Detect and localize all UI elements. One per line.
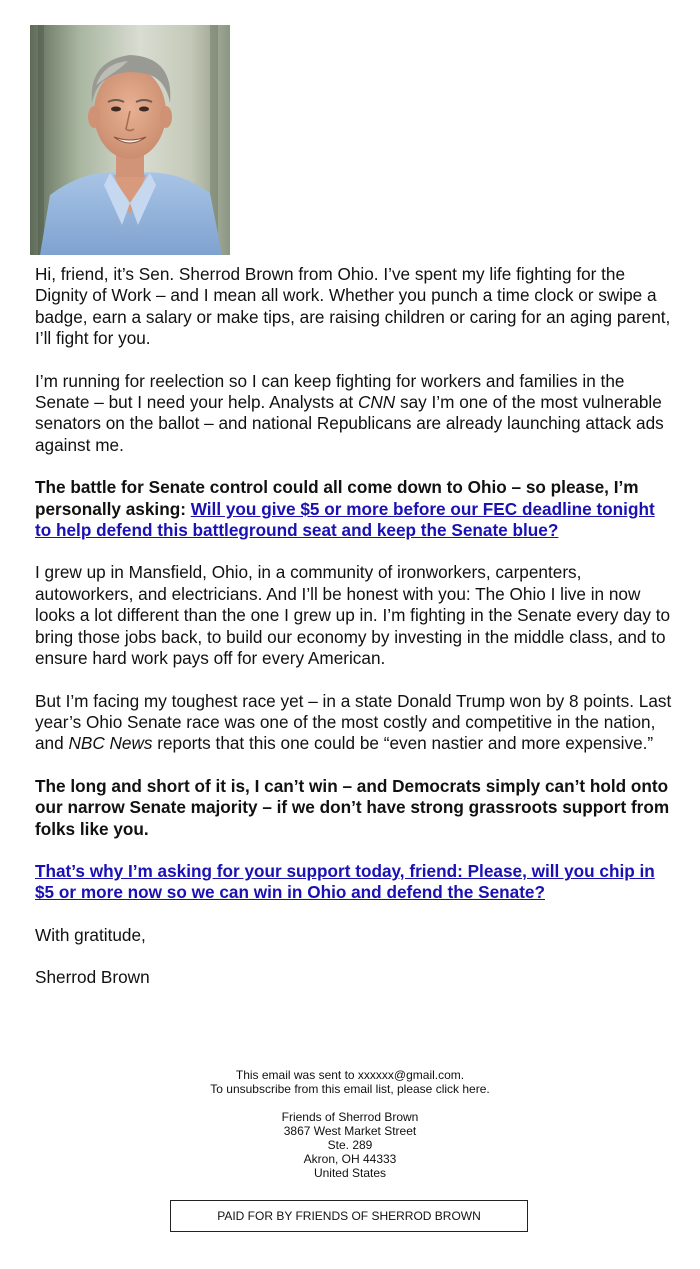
sent-to-text: This email was sent to xxxxxx@gmail.com.: [235, 1068, 465, 1082]
race-text-b: reports that this one could be “even nastier and more expensive.”: [152, 733, 654, 754]
final-ask-paragraph: [35, 861, 675, 904]
mailing-address: [0, 1110, 700, 1180]
donate-link-chip-in[interactable]: That’s why I’m asking for your support today, friend: Please, will you chip in $5 or more now so we can win in Ohio and defend the Senate?: [35, 860, 655, 903]
donate-link-fec-deadline[interactable]: Will you give $5 or more before our FEC deadline tonight to help defend this battleground seat and keep the Senate blue?: [35, 498, 655, 541]
ask-bold-text: The battle for Senate control could all come down to Ohio – so please, I’m personally asking:: [35, 477, 639, 519]
ask-paragraph: [35, 477, 675, 541]
closing-salutation: With gratitude,: [35, 924, 146, 945]
email-footer: [0, 1068, 700, 1194]
address-line: 3867 West Market Street: [283, 1124, 417, 1138]
reelection-text-b: say I’m one of the most vulnerable senators on the ballot – and national Republicans are already launching attack ads against me.: [35, 392, 664, 455]
reelection-text-a: I’m running for reelection so I can keep fighting for workers and families in the Senate – but I need your help. Analysts at: [35, 370, 625, 413]
nbc-mention: NBC News: [68, 733, 153, 754]
unsubscribe-link[interactable]: To unsubscribe from this email list, please click here.: [210, 1082, 490, 1096]
address-line: United States: [313, 1166, 387, 1180]
paid-for-disclaimer: PAID FOR BY FRIENDS OF SHERROD BROWN: [170, 1200, 528, 1232]
race-text-a: But I’m facing my toughest race yet – in a state Donald Trump won by 8 points. Last year’s Ohio Senate race was one of the most costly and competitive in the nation, and: [35, 690, 672, 754]
mansfield-paragraph: I grew up in Mansfield, Ohio, in a community of ironworkers, carpenters, autoworkers, and electricians. And I’ll be honest with you: The Ohio I live in now looks a lot different than the one I grew up in. I’m fighting in the Senate every day to bring those jobs back, to build our economy by investing in the middle class, and to ensure hard work pays off for every American.: [35, 562, 671, 669]
reelection-paragraph: [35, 371, 675, 457]
footer-notice: [0, 1068, 700, 1096]
intro-paragraph: Hi, friend, it’s Sen. Sherrod Brown from Ohio. I’ve spent my life fighting for the Dignity of Work – and I mean all work. Whether you punch a time clock or swipe a badge, earn a salary or make tips, are raising children or caring for an aging parent, I’ll fight for you.: [35, 264, 671, 349]
address-line: Ste. 289: [327, 1138, 373, 1152]
address-line: Akron, OH 44333: [303, 1152, 397, 1166]
signature-name: Sherrod Brown: [35, 967, 150, 988]
cnn-mention: CNN: [357, 392, 396, 413]
senator-portrait-icon: [30, 25, 230, 255]
address-line: Friends of Sherrod Brown: [281, 1110, 419, 1124]
toughest-race-paragraph: [35, 691, 675, 755]
message-body: [35, 264, 675, 1010]
grassroots-paragraph: The long and short of it is, I can’t win – and Democrats simply can’t hold onto our narrow Senate majority – if we don’t have strong grassroots support from folks like you.: [35, 775, 670, 839]
